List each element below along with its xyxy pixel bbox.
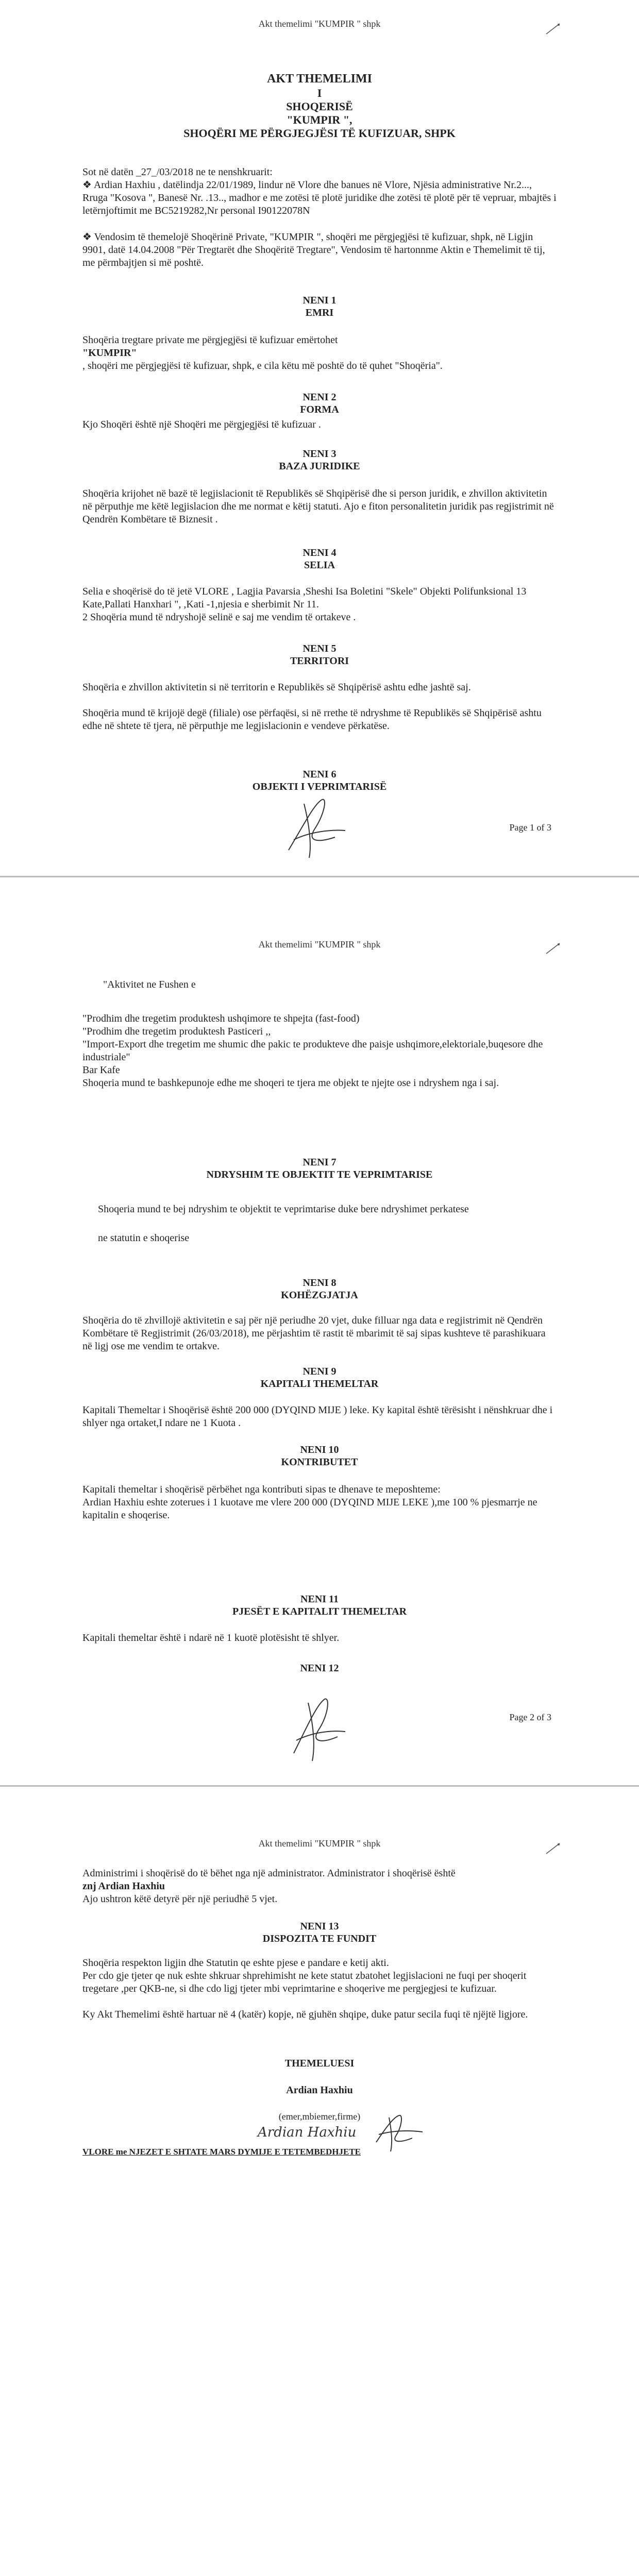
article-1-company: "KUMPIR"	[82, 347, 137, 359]
article-11-title: PJESËT E KAPITALIT THEMELTAR	[232, 1606, 407, 1617]
article-8-title: KOHËZGJATJA	[281, 1290, 358, 1301]
article-7-title: NDRYSHIM TE OBJEKTIT TE VEPRIMTARISE	[206, 1169, 433, 1180]
page-3	[0, 1787, 639, 2576]
article-1-title: EMRI	[305, 307, 334, 318]
article-10-title: KONTRIBUTET	[281, 1456, 358, 1468]
doc-title: AKT THEMELIMI	[267, 72, 372, 86]
corner-mark-icon	[544, 1840, 562, 1856]
article-12-text: Administrimi i shoqërisë do të bëhet nga një administrator. Administrator i shoqërisë është	[82, 1868, 456, 1879]
article-9-number: NENI 9	[302, 1366, 337, 1377]
article-6-text: "Aktivitet ne Fushen e	[103, 979, 196, 990]
article-3-text: Shoqëria krijohet në bazë të legjislacionit të Republikës së Shqipërisë dhe si person juridik, e zhvillon aktivitetin në përputhje me këtë legjislacion dhe me normat e këtij statuti. Ajo e fiton personalitetin juridik pas regjistrimit në Qendrën Kombëtare të Biznesit .	[82, 488, 554, 525]
article-13-text-2: Per cdo gje tjeter qe nuk eshte shkruar shprehimisht ne kete statut zbatohet legjislacioni ne fuqi per shoqerit tregetare ,per QKB-ne, si dhe cdo ligj tjeter mbi veprimtarine e shoqerive me pergjegjesi te kufizuar.	[82, 1970, 527, 1994]
page-number: Page 1 of 3	[509, 822, 551, 833]
article-13-text-3: Ky Akt Themelimi është hartuar në 4 (katër) kopje, në gjuhën shqipe, duke patur secila fuqi të njëjtë ligjore.	[82, 2009, 528, 2020]
article-7-text-2: ne statutin e shoqerise	[98, 1232, 190, 1244]
article-10-text-2: Ardian Haxhiu eshte zoterues i 1 kuotave me vlere 200 000 (DYQIND MIJE LEKE ),me 100 % pjesmarrje ne kapitalin e shoqerise.	[82, 1497, 537, 1521]
signature-label: (emer,mbiemer,firme)	[278, 2111, 361, 2122]
article-8-text: Shoqëria do të zhvillojë aktivitetin e saj për një periudhe 20 vjet, duke filluar nga data e regjistrimit në Qendrën Kombëtare të Regjistrimit (26/03/2018), me përjashtim të rastit të mbarimit të saj sipas kushteve të parashikuara në ligj ose me vendim te ortakve.	[82, 1315, 546, 1352]
article-2-title: FORMA	[300, 404, 339, 415]
activity-1: "Prodhim dhe tregetim produktesh ushqimore te shpejta (fast-food)	[82, 1013, 360, 1024]
doc-title-company: SHOQERISË	[286, 100, 353, 113]
page-header: Akt themelimi "KUMPIR " shpk	[258, 19, 381, 29]
signature-icon	[273, 793, 350, 860]
handwritten-name: Ardian Haxhiu	[258, 2125, 357, 2140]
article-2-number: NENI 2	[302, 392, 337, 403]
article-12-number: NENI 12	[300, 1663, 339, 1674]
activity-4: Bar Kafe	[82, 1064, 120, 1076]
article-12-text-2: Ajo ushtron këtë detyrë për një periudhë 5 vjet.	[82, 1893, 278, 1905]
article-11-number: NENI 11	[300, 1594, 339, 1605]
article-7-number: NENI 7	[302, 1157, 337, 1168]
article-4-text: Selia e shoqërisë do të jetë VLORE , Lagjia Pavarsia ,Sheshi Isa Boletini "Skele" Objekti Polifunksional 13 Kate,Pallati Hanxhari ", ,Kati -1,njesia e sherbimit Nr 11.	[82, 586, 527, 610]
article-10-text: Kapitali themeltar i shoqërisë përbëhet nga kontributi sipas te dhenave te meposhteme:	[82, 1484, 441, 1495]
doc-title-name: "KUMPIR ",	[287, 113, 352, 126]
page-header: Akt themelimi "KUMPIR " shpk	[258, 1838, 381, 1849]
article-7-text: Shoqeria mund te bej ndryshim te objektit te veprimtarise duke bere ndryshimet perkatese	[98, 1204, 469, 1215]
article-5-text-2: Shoqëria mund të krijojë degë (filiale) ose përfaqësi, si në rrethe të ndryshme të Republikës së Shqipërisë ashtu edhe në shtete të tjera, në përputhje me legjislacionin e vendeve përkatëse.	[82, 707, 542, 732]
article-6-number: NENI 6	[302, 769, 337, 780]
article-13-number: NENI 13	[300, 1921, 339, 1932]
article-8-number: NENI 8	[302, 1277, 337, 1289]
article-5-title: TERRITORI	[290, 655, 349, 667]
article-4-text-2: 2 Shoqëria mund të ndryshojë selinë e saj me vendim të ortakeve .	[82, 612, 356, 623]
page-1	[0, 0, 639, 876]
article-9-title: KAPITALI THEMELTAR	[260, 1378, 379, 1389]
article-3-title: BAZA JURIDIKE	[279, 461, 360, 472]
article-6-title: OBJEKTI I VEPRIMTARISË	[252, 781, 387, 792]
article-11-text: Kapitali themeltar është i ndarë në 1 kuotë plotësisht të shlyer.	[82, 1632, 340, 1643]
page-header: Akt themelimi "KUMPIR " shpk	[258, 939, 381, 950]
article-9-text: Kapitali Themeltar i Shoqërisë është 200 000 (DYQIND MIJE ) leke. Ky kapital është tërësisht i nënshkruar dhe i shlyer nga ortaket,I ndare ne 1 Kuota .	[82, 1404, 553, 1429]
article-1-text-2: , shoqëri me përgjegjësi të kufizuar, shpk, e cila këtu më poshtë do të quhet "Shoqëria".	[82, 360, 443, 371]
article-1-text: Shoqëria tregtare private me përgjegjësi të kufizuar emërtohet	[82, 334, 338, 346]
corner-mark-icon	[544, 21, 562, 36]
place-and-date: VLORE me NJEZET E SHTATE MARS DYMIJE E TETEMBEDHJETE	[82, 2147, 361, 2157]
administrator-name: znj Ardian Haxhiu	[82, 1880, 165, 1892]
article-13-title: DISPOZITA TE FUNDIT	[262, 1933, 377, 1944]
doc-title-i: I	[317, 87, 322, 99]
founding-decision: ❖ Vendosim të themelojë Shoqërinë Private, "KUMPIR ", shoqëri me përgjegjësi të kufizuar, shpk, në Ligjin 9901, datë 14.04.2008 "Për Tregtarët dhe Shoqëritë Tregtare", Vendosim të hartonnme Aktin e Themelimit të tij, me përmbajtjen si më poshtë.	[82, 231, 545, 268]
article-4-number: NENI 4	[302, 547, 337, 558]
article-10-number: NENI 10	[300, 1444, 339, 1455]
corner-mark-icon	[544, 940, 562, 956]
activity-note: Shoqeria mund te bashkepunoje edhe me shoqeri te tjera me objekt te njejte ose i ndryshem nga i saj.	[82, 1077, 499, 1089]
article-5-number: NENI 5	[302, 643, 337, 654]
article-2-text: Kjo Shoqëri është një Shoqëri me përgjegjësi të kufizuar .	[82, 419, 321, 430]
founder-name: Ardian Haxhiu	[286, 2084, 353, 2096]
intro-line: Sot në datën _27_/03/2018 ne te nenshkruarit:	[82, 166, 273, 178]
article-4-title: SELIA	[304, 560, 335, 571]
activity-2: "Prodhim dhe tregetim produktesh Pasticeri ,,	[82, 1026, 271, 1037]
article-13-text: Shoqëria respekton ligjin dhe Statutin qe eshte pjese e pandare e ketij akti.	[82, 1957, 389, 1969]
article-1-number: NENI 1	[302, 295, 337, 306]
article-5-text: Shoqëria e zhvillon aktivitetin si në territorin e Republikës së Shqipërisë ashtu edhe jashtë saj.	[82, 682, 471, 693]
signature-icon	[278, 1691, 350, 1764]
doc-title-type: SHOQËRI ME PËRGJEGJËSI TË KUFIZUAR, SHPK	[183, 127, 456, 140]
activity-3: "Import-Export dhe tregetim me shumic dhe pakic te produkteve dhe paisje ushqimore,elektoriale,buqesore dhe industriale"	[82, 1039, 543, 1063]
article-3-number: NENI 3	[302, 448, 337, 460]
founder-heading: THEMELUESI	[284, 2058, 355, 2069]
page-2	[0, 877, 639, 1785]
page-number: Page 2 of 3	[509, 1712, 551, 1722]
founder-details: ❖ Ardian Haxhiu , datëlindja 22/01/1989, lindur në Vlore dhe banues në Vlore, Njësia administrative Nr.2..., Rruga "Kosova ", Banesë Nr. .13.., madhor e me zotësi të plotë juridike dhe zotësi të plotë për të vepruar, mbajtës i letërnjoftimit me BC5219282,Nr personal I90122078N	[82, 179, 557, 216]
